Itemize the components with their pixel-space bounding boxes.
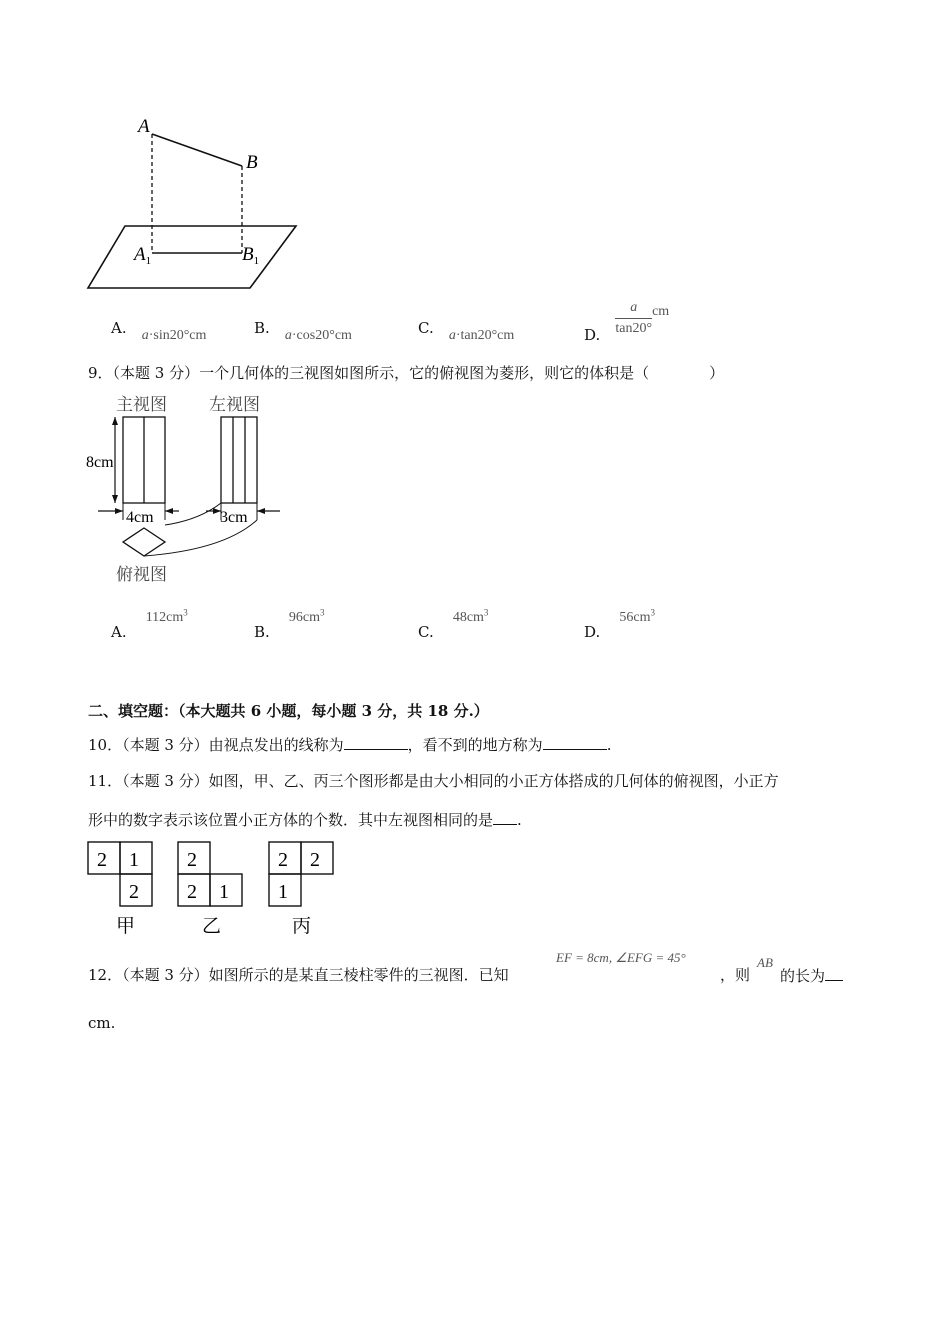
label-B1: $B_1$ bbox=[242, 244, 260, 267]
grid-cell: 2 bbox=[310, 849, 320, 871]
grid-cell: 1 bbox=[219, 881, 229, 903]
q8-option-c[interactable]: C. a·tan20°cm bbox=[418, 319, 515, 343]
q12-ab: AB bbox=[757, 955, 773, 970]
grid-cell: 2 bbox=[129, 881, 139, 903]
segment-AB bbox=[152, 134, 242, 166]
q8-option-d[interactable]: D. $\frac{a}{\tan 20^\circ}$ cm bbox=[584, 300, 670, 344]
height-label: 8cm bbox=[86, 454, 114, 471]
grid-label-yi: 乙 bbox=[202, 916, 222, 937]
q9-three-view-figure bbox=[84, 390, 294, 590]
section-heading: 二、填空题：（本大题共 6 小题，每小题 3 分，共 18 分.） bbox=[88, 702, 489, 720]
answer-blank[interactable] bbox=[825, 968, 843, 981]
q9-option-d[interactable]: D. $56cm^3$ bbox=[584, 607, 655, 641]
grid-bing bbox=[269, 842, 333, 937]
q11-line2: 形中的数字表示该位置小正方体的个数．其中左视图相同的是 . bbox=[88, 811, 522, 829]
label-A1: $A_1$ bbox=[134, 244, 152, 267]
q10: 10．（本题 3 分）由视点发出的线称为 ，看不到的地方称为 . bbox=[88, 736, 612, 754]
grid-cell: 2 bbox=[278, 849, 288, 871]
label-B: B bbox=[246, 152, 258, 173]
q12-part1: 12．（本题 3 分）如图所示的是某直三棱柱零件的三视图．已知 bbox=[88, 966, 509, 984]
grid-yi bbox=[178, 842, 242, 937]
width-label-3cm: 3cm bbox=[220, 509, 248, 526]
q9-option-b[interactable]: B. $96cm^3$ bbox=[254, 607, 325, 641]
grid-cell: 2 bbox=[187, 849, 197, 871]
answer-blank-2[interactable] bbox=[543, 737, 607, 750]
q9-option-a[interactable]: A. $112cm^3$ bbox=[111, 607, 188, 641]
left-view bbox=[221, 417, 257, 503]
top-view-label: 俯视图 bbox=[116, 565, 167, 584]
option-letter: D. bbox=[584, 326, 601, 344]
front-view-label: 主视图 bbox=[116, 395, 167, 414]
q9-stem: 9．（本题 3 分）一个几何体的三视图如图所示，它的俯视图为菱形，则它的体积是（ ） bbox=[88, 364, 725, 382]
option-letter: C. bbox=[418, 319, 434, 337]
q12-part3: 的长为 bbox=[780, 968, 843, 984]
q9-option-c[interactable]: C. $48cm^3$ bbox=[418, 607, 489, 641]
grid-jia bbox=[88, 842, 152, 937]
q8-option-a[interactable]: A. a·sin20°cm bbox=[111, 319, 207, 343]
top-view-rhombus bbox=[123, 528, 165, 556]
width-label-4cm: 4cm bbox=[126, 509, 154, 526]
answer-blank-1[interactable] bbox=[344, 737, 408, 750]
q8-figure bbox=[80, 110, 310, 295]
grid-label-bing: 丙 bbox=[292, 916, 312, 937]
q12-part2: ，则 bbox=[720, 966, 751, 984]
grid-cell: 1 bbox=[129, 849, 139, 871]
option-letter: A. bbox=[111, 319, 127, 337]
grid-cell: 2 bbox=[187, 881, 197, 903]
q12-line2: cm. bbox=[88, 1014, 116, 1032]
answer-blank[interactable] bbox=[493, 812, 517, 825]
q12-condition: EF = 8cm, ∠EFG = 45° bbox=[556, 950, 686, 965]
q8-option-b[interactable]: B. a·cos20°cm bbox=[254, 319, 352, 343]
grid-cell: 1 bbox=[278, 881, 288, 903]
grid-cell: 2 bbox=[97, 849, 107, 871]
q11-grids bbox=[84, 838, 344, 938]
grid-label-jia: 甲 bbox=[116, 916, 136, 937]
left-view-label: 左视图 bbox=[209, 395, 260, 414]
option-letter: B. bbox=[254, 319, 270, 337]
plane-parallelogram bbox=[88, 226, 296, 288]
q11-line1: 11．（本题 3 分）如图，甲、乙、丙三个图形都是由大小相同的小正方体搭成的几何体的俯视图，小正方 bbox=[88, 772, 779, 790]
label-A: A bbox=[138, 116, 150, 137]
